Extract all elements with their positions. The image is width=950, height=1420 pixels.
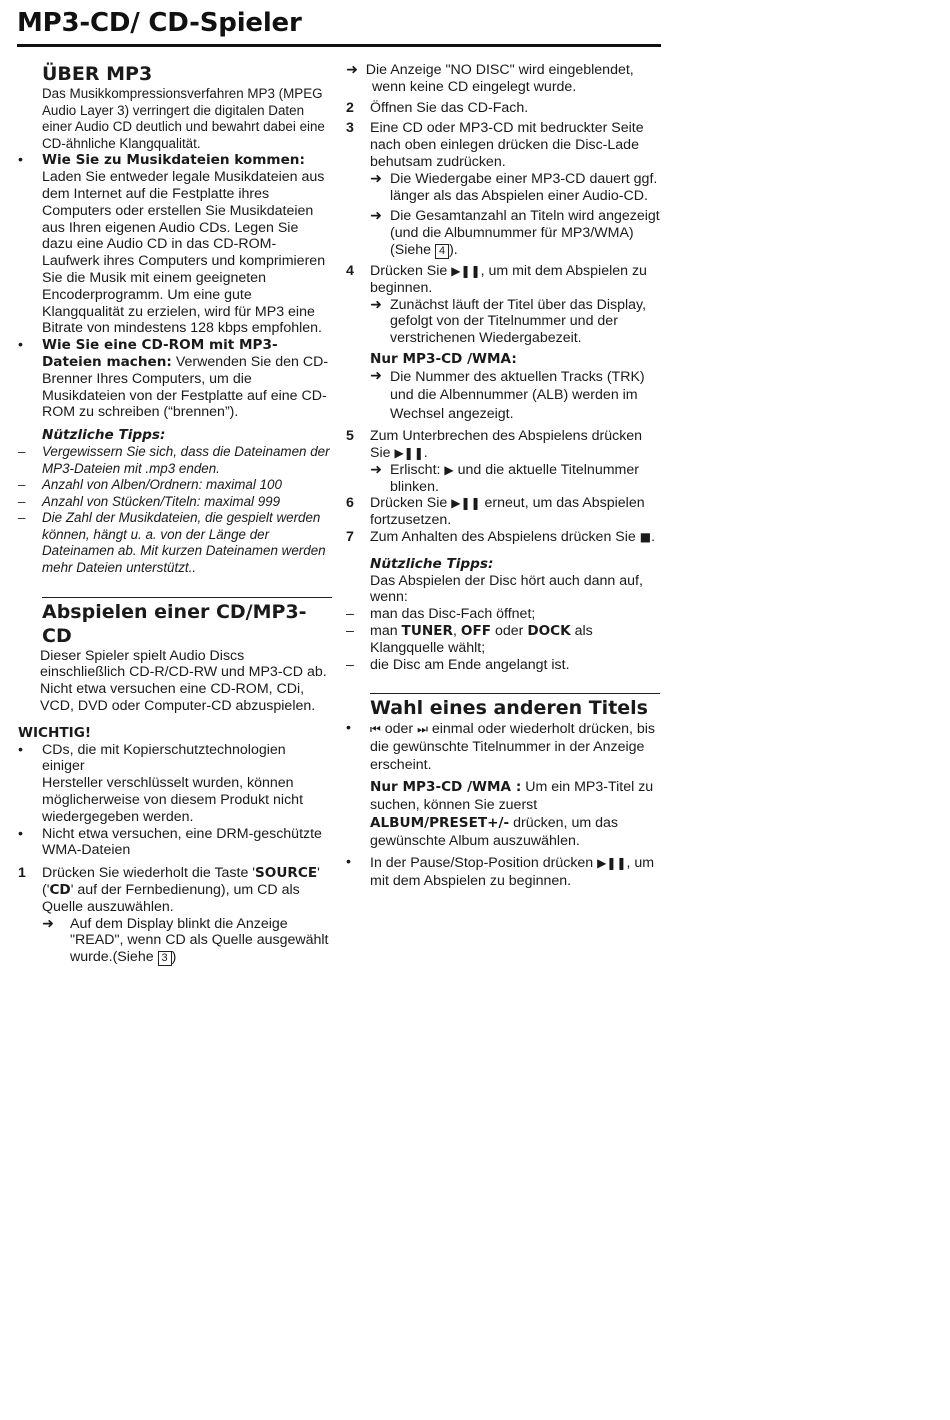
play-icon: ▶ — [444, 462, 454, 477]
left-column — [18, 62, 332, 966]
about-heading: ÜBER MP3 — [42, 63, 153, 85]
about-intro: Das Musikkompressionsverfahren MP3 (MPEG Audio Layer 3) verringert die digitalen Daten einer Audio CD deutlich und bewahrt dabei eine CD-ähnliche Klangqualität. — [42, 86, 325, 151]
list-item — [18, 477, 332, 494]
dash: – — [18, 477, 26, 493]
list-item: • In der Pause/Stop-Position drücken ▶❚❚, um mit dem Abspielen zu beginnen. — [346, 854, 655, 890]
step-text: Öffnen Sie das CD-Fach. — [370, 99, 529, 116]
step-note: ➜ Zunächst läuft der Titel über das Display, gefolgt von der Titelnummer und der verstrichenen Wiedergabezeit. — [370, 296, 647, 347]
list-item — [18, 494, 332, 511]
step-number: 2 — [346, 99, 354, 116]
step-5 — [346, 428, 660, 495]
list-item — [18, 444, 332, 477]
play-pause-icon: ▶❚❚ — [451, 496, 481, 511]
step-number: 4 — [346, 262, 354, 279]
bullet: • — [18, 825, 23, 842]
list-item: – man das Disc-Fach öffnet; — [346, 606, 536, 623]
bullet-label: Wie Sie zu Musikdateien kommen: — [42, 152, 305, 169]
reference-box: 4 — [435, 244, 449, 259]
dash: – — [18, 493, 26, 509]
list-item — [18, 742, 332, 826]
stop-icon: ■ — [639, 530, 652, 545]
arrow-icon: ➜ — [370, 296, 382, 313]
bullet: • — [18, 741, 23, 758]
select-heading: Wahl eines anderen Titels — [370, 697, 648, 720]
list-item-text: Nicht etwa versuchen, eine DRM-geschützte WMA-Dateien — [42, 825, 322, 859]
tips-heading: Nützliche Tipps: — [370, 555, 494, 572]
play-pause-icon: ▶❚❚ — [451, 263, 481, 278]
step-2 — [346, 100, 660, 117]
section-rule — [42, 597, 332, 598]
list-item-text — [42, 152, 332, 337]
arrow-icon: ➜ — [346, 62, 358, 78]
step-number: 3 — [346, 120, 354, 137]
play-pause-icon: ▶❚❚ — [597, 856, 627, 871]
next-track-icon: ⏭ — [417, 722, 428, 737]
list-item — [18, 510, 332, 576]
step-text: Zum Unterbrechen des Abspielens drücken Sie ▶❚❚. — [370, 428, 643, 462]
list-item-text — [42, 337, 332, 421]
bullet-text: Verwenden Sie den CD-Brenner Ihres Computers, um die Musikdateien von der Festplatte auf eine CD-ROM zu schreiben (“brennen”). — [42, 353, 329, 421]
tip-text: Anzahl von Alben/Ordnern: maximal 100 — [42, 477, 282, 493]
list-item — [18, 826, 332, 860]
play-intro: Dieser Spieler spielt Audio Discs einschließlich CD-R/CD-RW und MP3-CD ab. Nicht etwa versuchen eine CD-ROM, CDi, VCD, DVD oder Computer-CD abzuspielen. — [40, 647, 327, 715]
title-rule — [17, 44, 661, 47]
page-title: MP3-CD/ CD-Spieler — [17, 8, 302, 38]
step-note: ➜ Die Gesamtanzahl an Titeln wird angezeigt (und die Albumnummer für MP3/WMA) (Siehe 4 ). — [370, 208, 660, 258]
step-number: 1 — [18, 865, 26, 882]
tip-text: Vergewissern Sie sich, dass die Dateinamen der MP3-Dateien mit .mp3 enden. — [42, 443, 330, 476]
step-text: Drücken Sie ▶❚❚ erneut, um das Abspielen fortzusetzen. — [370, 495, 645, 529]
section-rule — [370, 693, 660, 694]
list-item — [18, 152, 332, 337]
dash: – — [346, 606, 354, 623]
right-column — [346, 62, 660, 890]
mp3-search-text: Nur MP3-CD /WMA : Um ein MP3-Titel zu suchen, können Sie zuerst ALBUM/PRESET+/- drücken, um das gewünschte Album auszuwählen. — [370, 779, 654, 850]
step-note: ➜ Die Wiedergabe einer MP3-CD dauert ggf. länger als das Abspielen einer Audio-CD. — [370, 170, 658, 204]
bullet: • — [18, 337, 23, 354]
list-item — [18, 337, 332, 421]
list-item: – die Disc am Ende angelangt ist. — [346, 656, 570, 673]
step-text: Eine CD oder MP3-CD mit bedruckter Seite nach oben einlegen drücken die Disc-Lade behutsam zudrücken. — [370, 120, 644, 170]
step-1 — [18, 865, 332, 966]
dash: – — [18, 443, 26, 459]
previous-track-icon: ⏮ — [370, 722, 381, 737]
reference-box: 3 — [158, 951, 172, 966]
step-note: ➜ Auf dem Display blinkt die Anzeige "READ", wenn CD als Quelle ausgewählt wurde.(Siehe 3 ) — [42, 915, 329, 966]
list-item: • ⏮ oder ⏭ einmal oder wiederholt drücken, bis die gewünschte Titelnummer in der Anzeige erscheint. — [346, 720, 656, 774]
step-number: 5 — [346, 428, 354, 445]
dash: – — [346, 623, 354, 640]
step-number: 7 — [346, 529, 354, 546]
step-6 — [346, 495, 660, 529]
tip-text: Die Zahl der Musikdateien, die gespielt werden können, hängt u. a. von der Länge der Dateinamen ab. Mit kurzen Dateinamen werden mehr Dateien unterstützt.. — [42, 510, 326, 576]
step-note: ➜ Die Anzeige "NO DISC" wird eingeblendet, wenn keine CD eingelegt wurde. — [346, 62, 634, 95]
step-4 — [346, 263, 660, 347]
bullet: • — [346, 720, 351, 737]
dash: – — [18, 510, 26, 526]
arrow-icon: ➜ — [370, 170, 382, 187]
mp3-only-label: Nur MP3-CD /WMA: — [370, 350, 517, 367]
step-number: 6 — [346, 495, 354, 512]
tips-intro: Das Abspielen der Disc hört auch dann auf, wenn: — [370, 572, 643, 606]
bullet: • — [346, 854, 351, 871]
bullet-label: Wie Sie eine CD-ROM mit MP3-Dateien machen: — [42, 337, 278, 370]
arrow-icon: ➜ — [370, 461, 382, 478]
step-note: ➜ Erlischt: ▶ und die aktuelle Titelnummer blinken. — [370, 461, 639, 495]
step-text: Zum Anhalten des Abspielens drücken Sie ■. — [370, 529, 656, 546]
dash: – — [346, 656, 354, 673]
list-item-text: CDs, die mit Kopierschutztechnologien einiger Hersteller verschlüsselt wurden, können möglicherweise von diesem Produkt nicht wiedergegeben werden. — [42, 741, 304, 825]
arrow-icon: ➜ — [42, 915, 54, 932]
tips-heading: Nützliche Tipps: — [42, 427, 166, 444]
tip-text: Anzahl von Stücken/Titeln: maximal 999 — [42, 493, 281, 509]
bullet-text: Laden Sie entweder legale Musikdateien aus dem Internet auf die Festplatte ihres Computers oder erstellen Sie Musikdateien aus Ihren eigenen Audio CDs. Legen Sie dazu eine Audio CD in das CD-ROM-Laufwerk ihres Computers und komprimieren Sie die Musik mit einem geeigneten Encoderprogramm. Um eine gute Klangqualität zu erzielen, wird für MP3 eine Bitrate von mindestens 128 kbps empfohlen. — [42, 169, 326, 337]
step-text: Drücken Sie wiederholt die Taste 'SOURCE' ('CD' auf der Fernbedienung), um CD als Quelle auszuwählen. — [42, 865, 320, 915]
step-note: ➜ Die Nummer des aktuellen Tracks (TRK) und die Albennummer (ALB) werden im Wechsel angezeigt. — [370, 367, 645, 422]
arrow-icon: ➜ — [370, 367, 382, 384]
step-7 — [346, 529, 660, 546]
step-3 — [346, 120, 660, 259]
important-label: WICHTIG! — [18, 724, 92, 741]
play-pause-icon: ▶❚❚ — [394, 446, 424, 461]
arrow-icon: ➜ — [370, 208, 382, 225]
bullet: • — [18, 152, 23, 169]
list-item: – man TUNER, OFF oder DOCK als Klangquelle wählt; — [346, 623, 593, 656]
step-text: Drücken Sie ▶❚❚, um mit dem Abspielen zu beginnen. — [370, 262, 647, 296]
play-heading: Abspielen einer CD/MP3-CD — [42, 600, 307, 647]
